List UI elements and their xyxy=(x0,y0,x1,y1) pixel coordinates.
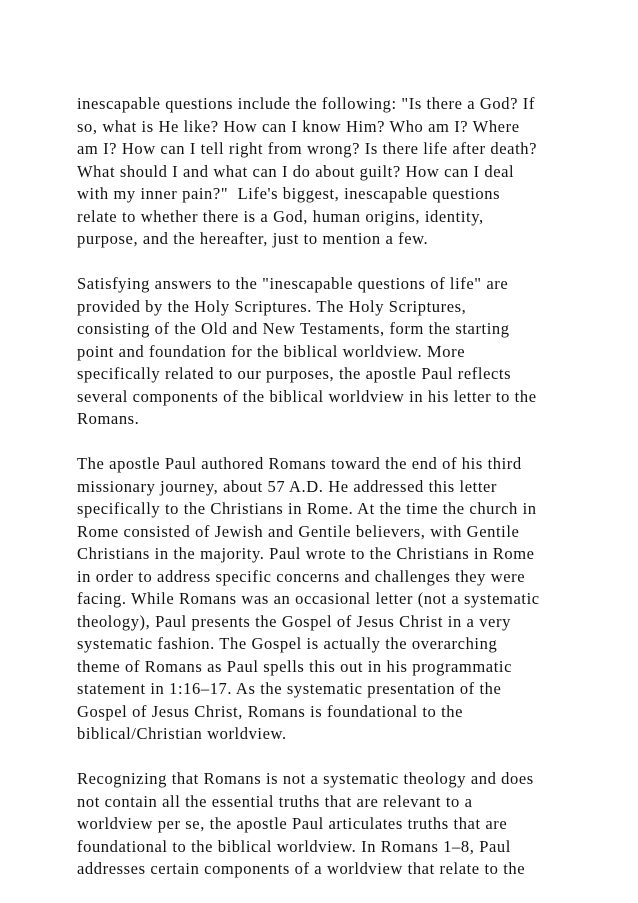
text-line: Christians in the majority. Paul wrote to the Christians in Rome xyxy=(77,544,535,563)
text-line: statement in 1:16–17. As the systematic presentation of the xyxy=(77,679,502,698)
text-line: so, what is He like? How can I know Him? Who am I? Where xyxy=(77,116,520,136)
text-line: foundational to the biblical worldview. In Romans 1–8, Paul xyxy=(77,836,511,856)
text-line: am I? How can I tell right from wrong? Is there life after death? xyxy=(77,139,538,158)
text-line: facing. While Romans was an occasional letter (not a systematic xyxy=(77,589,540,608)
text-line: provided by the Holy Scriptures. The Holy Scriptures, xyxy=(77,296,467,316)
text-line: point and foundation for the biblical worldview. More xyxy=(77,341,466,361)
text-line: What should I and what can I do about guilt? How can I deal xyxy=(77,161,515,181)
text-line: inescapable questions include the following: "Is there a God? If xyxy=(77,94,535,113)
text-line: addresses certain components of a worldview that relate to the xyxy=(77,859,526,878)
text-line: not contain all the essential truths that are relevant to a xyxy=(77,791,473,811)
text-line: specifically to the Christians in Rome. At the time the church in xyxy=(77,499,537,518)
text-line: several components of the biblical worldview in his letter to the xyxy=(77,386,537,406)
text-line: specifically related to our purposes, the apostle Paul reflects xyxy=(77,364,512,383)
text-line: theme of Romans as Paul spells this out in his programmatic xyxy=(77,656,513,676)
text-line: biblical/Christian worldview. xyxy=(77,724,287,743)
text-line: in order to address specific concerns and challenges they were xyxy=(77,566,526,586)
text-line: theology), Paul presents the Gospel of Jesus Christ in a very xyxy=(77,611,511,631)
paragraph-romans-authorship xyxy=(77,453,577,746)
document-body xyxy=(77,93,577,903)
text-line: relate to whether there is a God, human origins, identity, xyxy=(77,206,484,226)
paragraph-romans-worldview xyxy=(77,768,577,881)
text-line: Gospel of Jesus Christ, Romans is foundational to the xyxy=(77,701,464,721)
text-line: missionary journey, about 57 A.D. He addressed this letter xyxy=(77,476,498,496)
text-line: Satisfying answers to the "inescapable questions of life" are xyxy=(77,274,509,293)
paragraph-inescapable-questions xyxy=(77,93,577,251)
text-line: worldview per se, the apostle Paul articulates truths that are xyxy=(77,814,508,833)
text-line: Romans. xyxy=(77,409,140,428)
text-line: The apostle Paul authored Romans toward the end of his third xyxy=(77,454,522,473)
paragraph-satisfying-answers xyxy=(77,273,577,431)
text-line: with my inner pain?" Life's biggest, inescapable questions xyxy=(77,184,501,203)
text-line: Recognizing that Romans is not a systematic theology and does xyxy=(77,769,534,788)
text-line: consisting of the Old and New Testaments, form the starting xyxy=(77,319,510,338)
text-line: Rome consisted of Jewish and Gentile believers, with Gentile xyxy=(77,521,520,541)
text-line: purpose, and the hereafter, just to mention a few. xyxy=(77,229,429,248)
text-line: systematic fashion. The Gospel is actually the overarching xyxy=(77,634,498,653)
